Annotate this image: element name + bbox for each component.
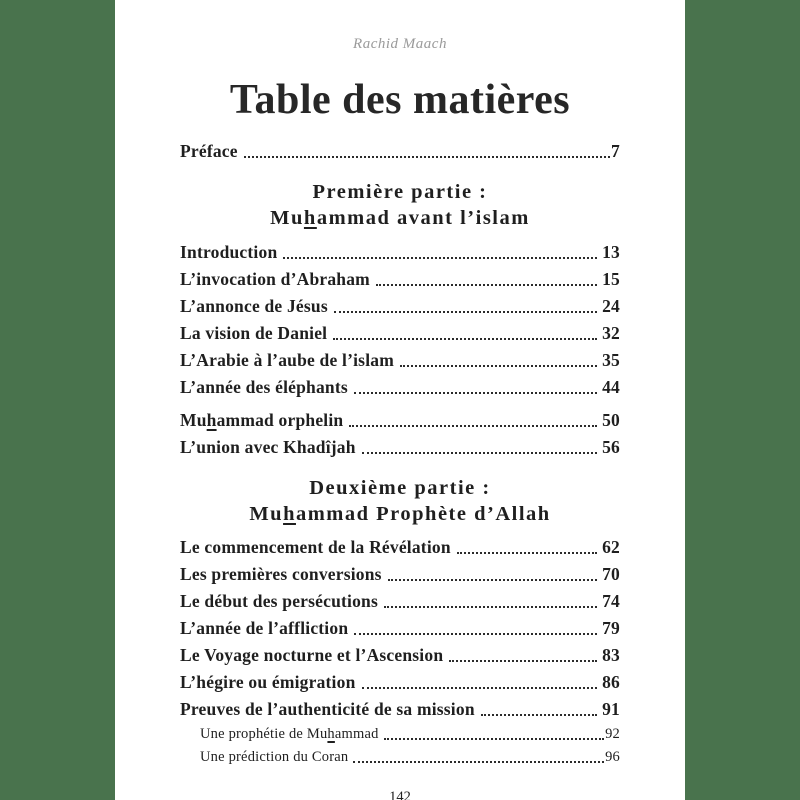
dot-leader (384, 738, 605, 740)
toc-entry (180, 290, 620, 317)
toc-entry (180, 344, 620, 371)
entry-text: Le début des persécutions (180, 591, 378, 612)
dot-leader (384, 606, 597, 608)
toc-entry (180, 531, 620, 558)
entry-page-number: 35 (602, 349, 620, 370)
entry-page-number: 92 (605, 726, 620, 743)
entry-label (180, 377, 348, 398)
dot-leader (283, 257, 597, 259)
toc-subentry (180, 720, 620, 743)
book-page (115, 0, 685, 800)
dot-leader (244, 156, 610, 158)
dot-leader (362, 452, 597, 454)
heading-text: Mu (249, 502, 284, 525)
toc-entry (180, 558, 620, 585)
toc-entry (180, 585, 620, 612)
entry-label (180, 618, 348, 639)
dot-leader (388, 579, 597, 581)
section-heading (180, 179, 620, 231)
dot-leader (457, 552, 597, 554)
entry-text: L’année des éléphants (180, 376, 348, 397)
entry-label (200, 749, 348, 766)
entry-text: Préface (180, 141, 238, 162)
entry-text: Le commencement de la Révélation (180, 537, 451, 558)
dot-leader (333, 338, 597, 340)
entry-page-number: 70 (602, 564, 620, 585)
entry-page-number: 56 (602, 436, 620, 457)
entry-text: L’hégire ou émigration (180, 672, 356, 693)
heading-text: Deuxième partie : (309, 476, 491, 499)
entry-text: ammad orphelin (216, 409, 344, 430)
entry-text: La vision de Daniel (180, 322, 328, 343)
section-heading-line (180, 205, 620, 231)
author-name: Rachid Maach (353, 36, 447, 52)
entry-label (180, 323, 327, 344)
entry-text: Introduction (180, 241, 278, 262)
heading-text: Première partie : (312, 181, 488, 204)
toc-entry (180, 317, 620, 344)
toc-entry (180, 666, 620, 693)
entry-page-number: 15 (602, 268, 620, 289)
page-content (115, 36, 685, 800)
dot-leader (481, 714, 597, 716)
toc-subentry (180, 743, 620, 766)
entry-label (180, 296, 328, 317)
heading-text: ammad Prophète d’Allah (295, 502, 551, 525)
entry-label (200, 726, 379, 743)
entry-page-number: 7 (611, 141, 620, 162)
section-heading (180, 475, 620, 527)
entry-text: L’année de l’affliction (180, 618, 349, 639)
entry-page-number: 96 (605, 749, 620, 766)
entry-label (180, 699, 475, 720)
entry-label (180, 269, 370, 290)
entry-text: Les premières conversions (180, 564, 382, 585)
table-of-contents (180, 135, 620, 766)
entry-text: ammad (334, 726, 379, 743)
entry-page-number: 13 (602, 241, 620, 262)
entry-page-number: 50 (602, 409, 620, 430)
dot-leader (354, 392, 597, 394)
page-number: 142 (389, 789, 411, 800)
heading-text: Mu (270, 207, 304, 230)
section-heading-line (180, 475, 620, 501)
entry-text: L’annonce de Jésus (180, 295, 328, 316)
toc-entry (180, 404, 620, 431)
dot-leader (362, 687, 598, 689)
toc-entry (180, 135, 620, 162)
entry-page-number: 44 (602, 376, 620, 397)
dot-leader (376, 284, 597, 286)
entry-text: L’invocation d’Abraham (180, 268, 370, 289)
toc-entry (180, 236, 620, 263)
toc-entry (180, 612, 620, 639)
toc-entry (180, 371, 620, 398)
dot-leader (354, 633, 597, 635)
entry-label (180, 537, 451, 558)
page-title: Table des matières (229, 77, 571, 123)
heading-text: h (283, 502, 296, 525)
entry-page-number: 62 (602, 537, 620, 558)
toc-entry (180, 639, 620, 666)
entry-text: L’union avec Khadîjah (180, 436, 356, 457)
toc-entry (180, 263, 620, 290)
entry-label (180, 141, 238, 162)
entry-text: h (206, 409, 217, 430)
entry-page-number: 91 (602, 699, 620, 720)
entry-page-number: 79 (602, 618, 620, 639)
entry-page-number: 24 (602, 295, 620, 316)
dot-leader (400, 365, 597, 367)
entry-label (180, 410, 343, 431)
heading-text: h (303, 207, 317, 230)
entry-page-number: 74 (602, 591, 620, 612)
entry-page-number: 32 (602, 322, 620, 343)
section-heading-line (180, 501, 620, 527)
entry-label (180, 645, 443, 666)
entry-text: Preuves de l’authenticité de sa mission (180, 699, 475, 720)
toc-entry (180, 431, 620, 458)
entry-text: h (327, 726, 335, 743)
dot-leader (334, 311, 597, 313)
dot-leader (349, 425, 597, 427)
entry-page-number: 86 (602, 672, 620, 693)
entry-label (180, 564, 382, 585)
dot-leader (449, 660, 597, 662)
entry-label (180, 350, 394, 371)
heading-text: ammad avant l’islam (316, 207, 530, 230)
entry-text: Une prédiction du Coran (200, 749, 349, 766)
entry-text: Le Voyage nocturne et l’Ascension (180, 645, 444, 666)
dot-leader (353, 761, 604, 763)
toc-entry (180, 693, 620, 720)
entry-text: Mu (180, 409, 207, 430)
entry-label (180, 437, 356, 458)
section-heading-line (180, 179, 620, 205)
entry-label (180, 672, 356, 693)
entry-text: L’Arabie à l’aube de l’islam (180, 349, 394, 370)
entry-page-number: 83 (602, 645, 620, 666)
entry-label (180, 242, 277, 263)
entry-label (180, 591, 378, 612)
entry-text: Une prophétie de Mu (200, 726, 328, 743)
